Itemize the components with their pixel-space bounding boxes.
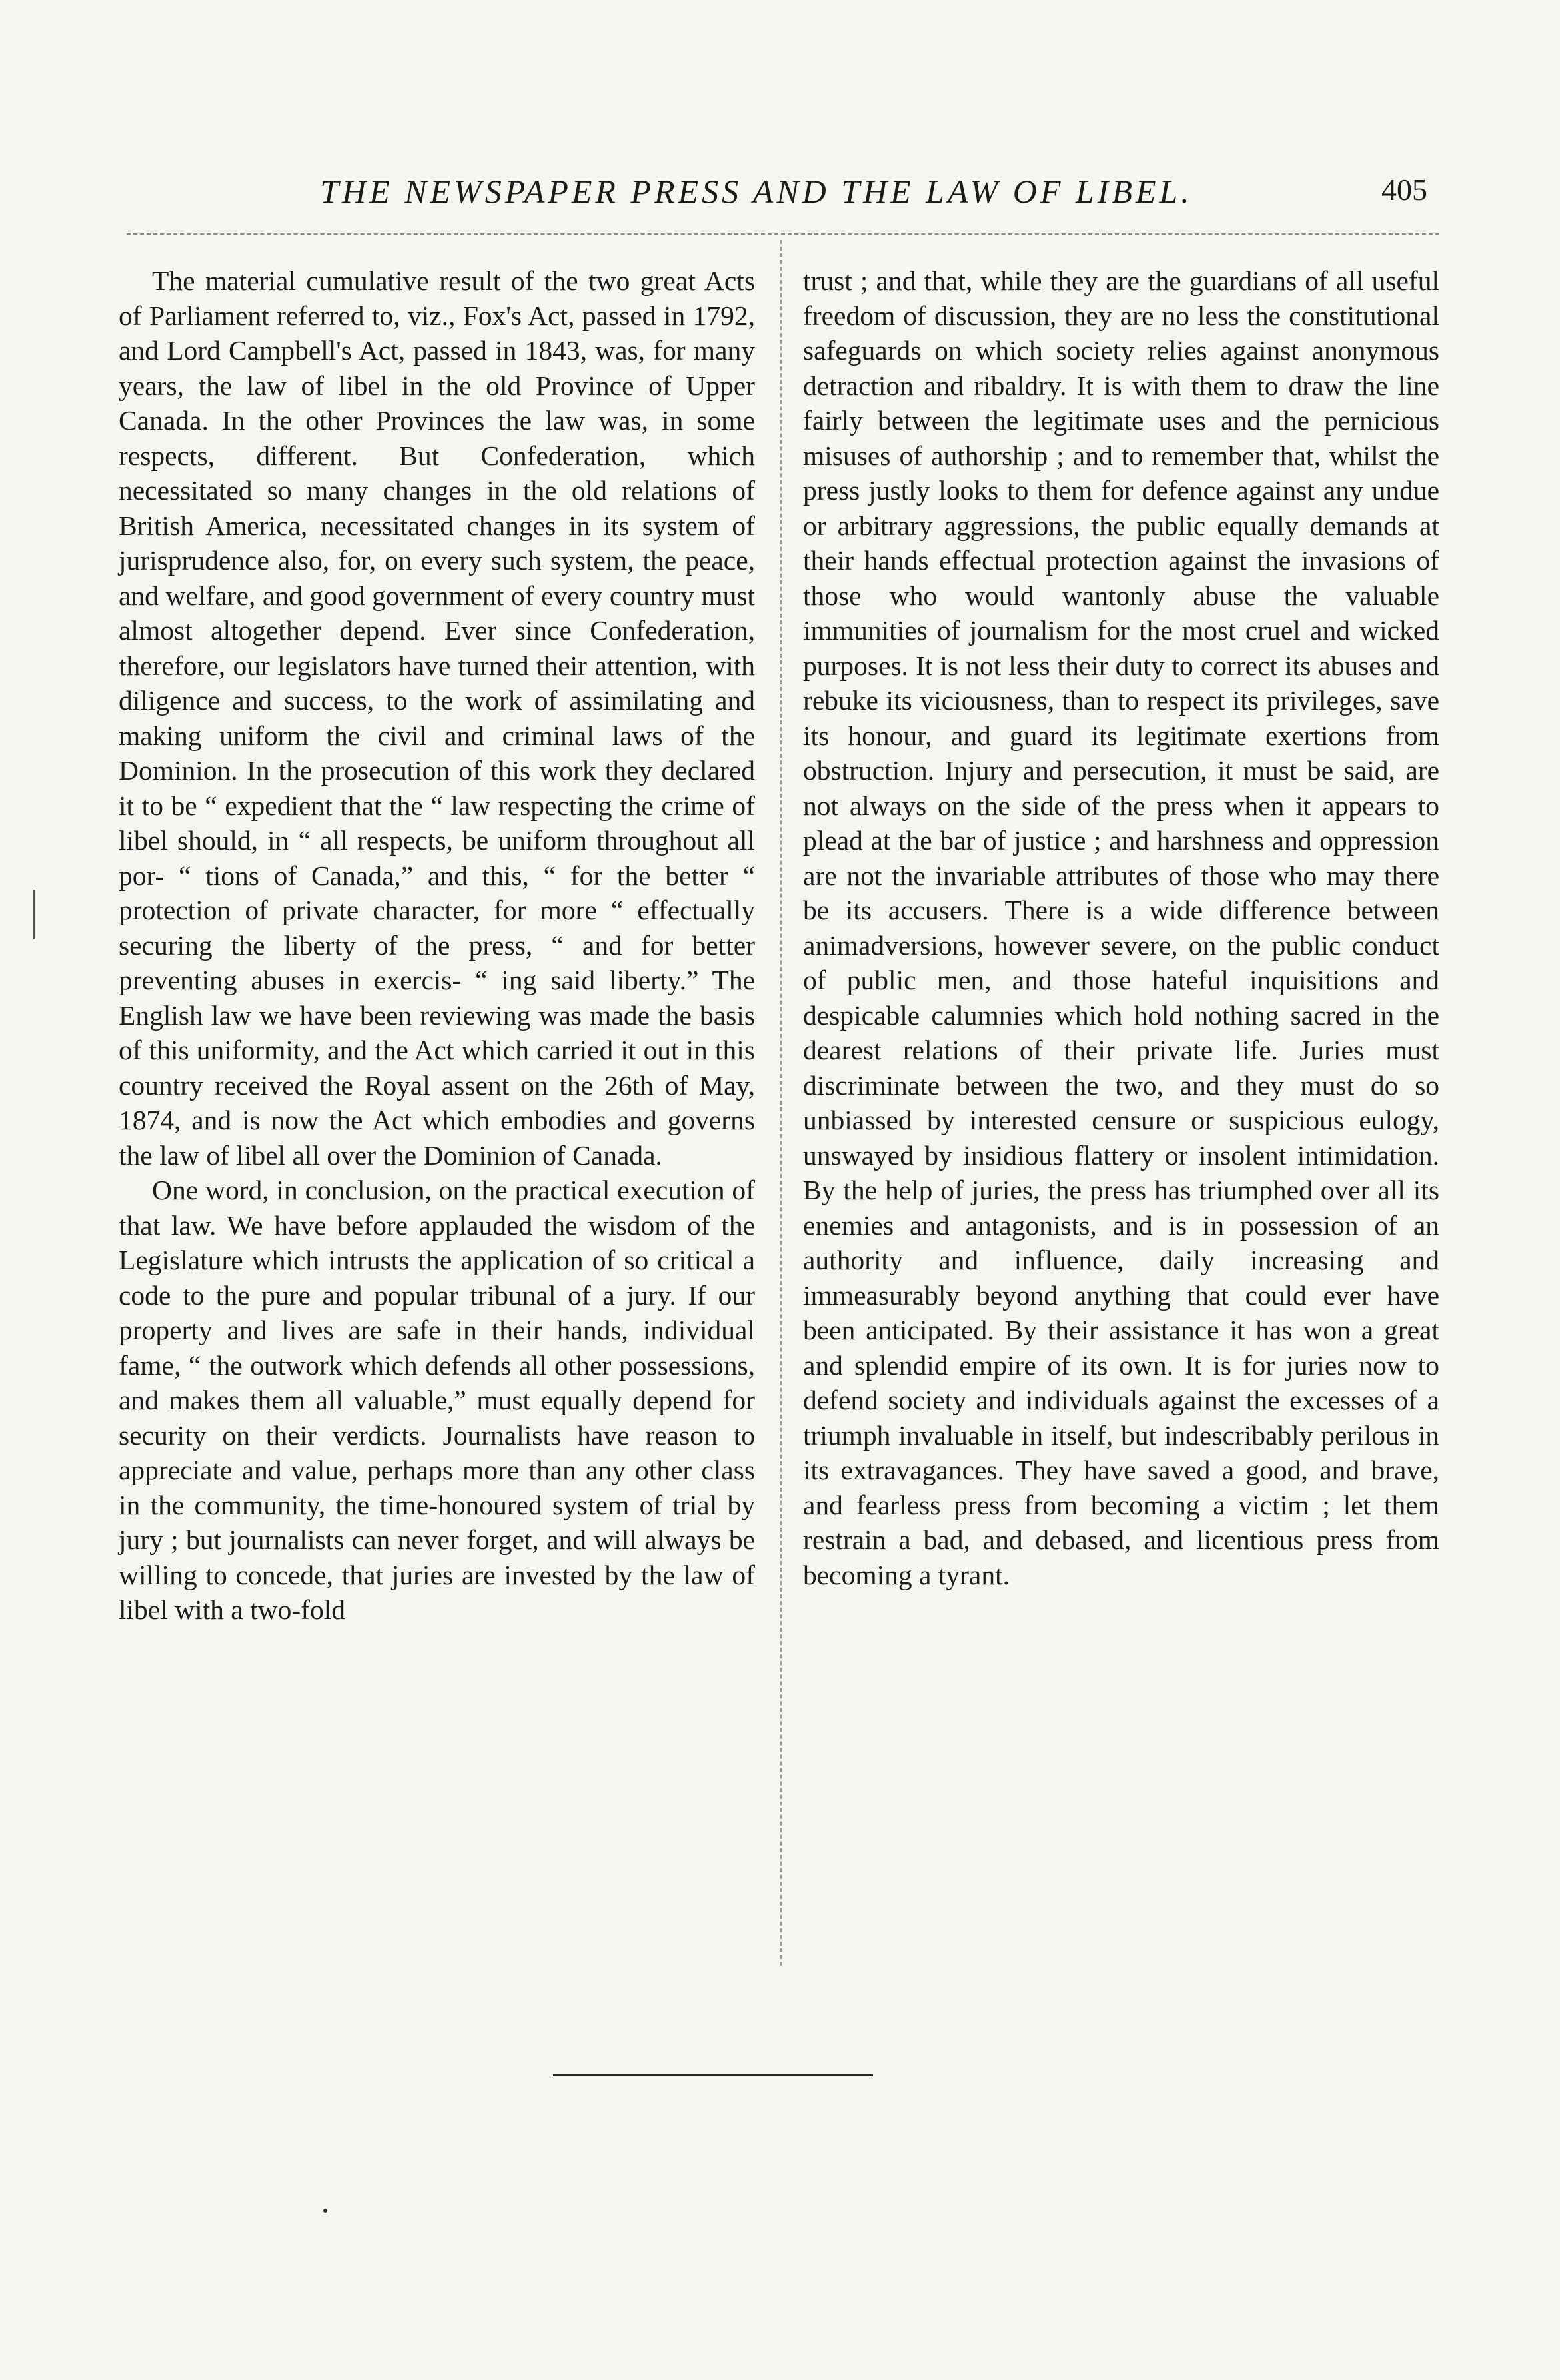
body-paragraph: The material cumulative result of the two great Acts of Parliament referred to, viz., Fox's Act, passed in 1792, and Lord Campbell's Act, passed in 1843, was, for many years, the law of libel in the old Province of Upper Canada. In the other Provinces the law was, in some respects, different. But Confederation, which necessitated so many changes in the old relations of British America, necessitated changes in its system of jurisprudence also, for, on every such system, the peace, and welfare, and good government of every country must almost altogether depend. Ever since Confederation, therefore, our legislators have turned their attention, with diligence and success, to the work of assimilating and making uniform the civil and criminal laws of the Dominion. In the prosecution of this work they declared it to be “ expedient that the “ law respecting the crime of libel should, in “ all respects, be uniform throughout all por- “ tions of Canada,” and this, “ for the better “ protection of private character, for more “ effectually securing the liberty of the press, “ and for better preventing abuses in exercis- “ ing said liberty.” The English law we have been reviewing was made the basis of this uniformity, and the Act which carried it out in this country received the Royal assent on the 26th of May, 1874, and is now the Act which embodies and governs the law of libel all over the Dominion of Canada.: [119, 265, 755, 1171]
margin-mark: [33, 890, 35, 939]
page-number: 405: [1381, 173, 1427, 207]
body-paragraph: trust ; and that, while they are the guardians of all useful freedom of discussion, they are no less the constitutional safeguards on which society relies against anonymous detraction and ribaldry. It is with them to draw the line fairly between the legitimate uses and the pernicious misuses of authorship ; and to remember that, whilst the press justly looks to them for defence against any undue or arbitrary aggressions, the public equally demands at their hands effectual protection against the invasions of those who would wantonly abuse the valuable immunities of journalism for the most cruel and wicked purposes. It is not less their duty to correct its abuses and rebuke its viciousness, than to respect its privileges, save its honour, and guard its legitimate exertions from obstruction. Injury and persecution, it must be said, are not always on the side of the press when it appears to plead at the bar of justice ; and harshness and oppression are not the invariable attributes of those who may there be its accusers. There is a wide difference between animadversions, however severe, on the public conduct of public men, and those hateful inquisitions and despicable calumnies which hold nothing sacred in the dearest relations of their private life. Juries must discriminate between the two, and they must do so unbiassed by interested censure or suspicious eulogy, unswayed by insidious flattery or insolent intimidation. By the help of juries, the press has triumphed over all its enemies and antagonists, and is in possession of an authority and influence, daily increasing and immeasurably beyond anything that could ever have been anticipated. By their assistance it has won a great and splendid empire of its own. It is for juries now to defend society and individuals against the excesses of a triumph invaluable in itself, but indescribably perilous in its extravagances. They have saved a good, and brave, and fearless press from becoming a victim ; let them restrain a bad, and debased, and licentious press from becoming a tyrant.: [803, 265, 1439, 1590]
stray-mark: [323, 2209, 327, 2213]
left-column: [119, 263, 755, 1628]
header-rule: [127, 233, 1439, 235]
body-paragraph: One word, in conclusion, on the practical execution of that law. We have before applauded the wisdom of the Legislature which intrusts the application of so critical a code to the pure and popular tribunal of a jury. If our property and lives are safe in their hands, individual fame, “ the outwork which defends all other possessions, and makes them all valuable,” must equally depend for security on their verdicts. Journalists have reason to appreciate and value, perhaps more than any other class in the community, the time-honoured system of trial by jury ; but journalists can never forget, and will always be willing to concede, that juries are invested by the law of libel with a two-fold: [119, 1175, 755, 1625]
running-header: [200, 175, 1427, 228]
end-rule: [553, 2074, 873, 2076]
running-title: THE NEWSPAPER PRESS AND THE LAW OF LIBEL.: [320, 173, 1193, 210]
column-divider: [780, 240, 782, 1966]
right-column: [803, 263, 1439, 1592]
